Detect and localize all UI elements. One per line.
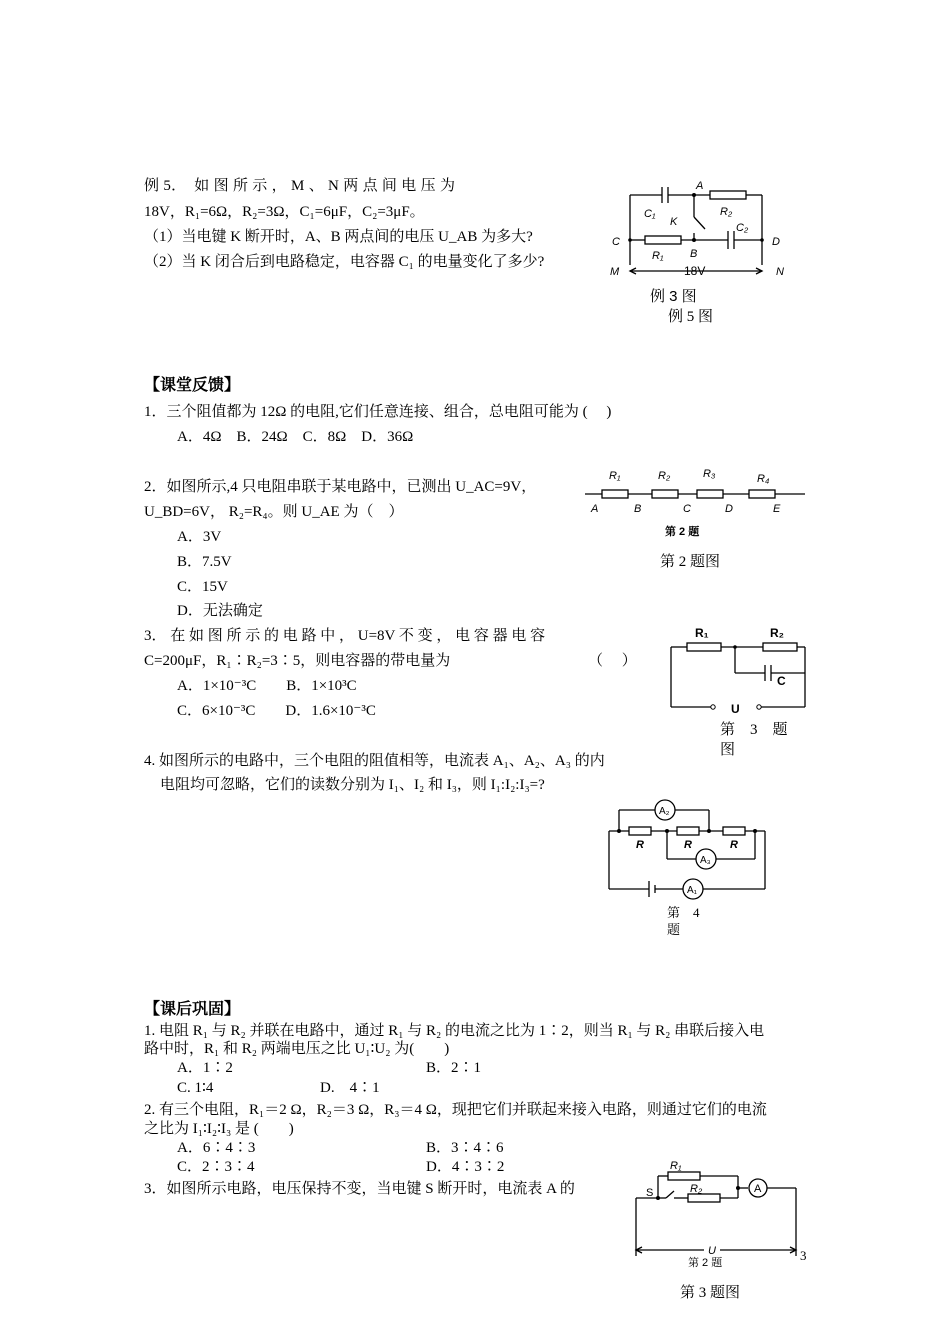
label-C: C xyxy=(612,236,620,248)
label-R2: R₂ xyxy=(770,626,784,640)
q3-fig-caption-1: 第 3 题 xyxy=(720,722,788,738)
label-A1: A₁ xyxy=(687,885,698,896)
homework-q2-option-b: B．3∶4∶6 xyxy=(426,1140,504,1156)
feedback-q3-bracket: （ ） xyxy=(588,653,637,669)
homework-q1-stem2: 路中时，R₁ 和 R₂ 两端电压之比 U₁∶U₂ 为( ) xyxy=(144,1041,450,1057)
label-D: D xyxy=(725,503,733,515)
label-C: C xyxy=(777,674,786,688)
feedback-q2-stem1: 2．如图所示,4 只电阻串联于某电路中，已测出 U_AC=9V， xyxy=(144,479,537,495)
label-A: A xyxy=(696,180,704,192)
feedback-q2-stem2: U_BD=6V， R₂=R₄。则 U_AE 为（ ） xyxy=(144,504,404,520)
label-S: S xyxy=(646,1187,654,1199)
label-R: R xyxy=(730,839,738,851)
label-C2: C₂ xyxy=(736,222,749,234)
label-A: A xyxy=(591,503,599,515)
label-R2: R₂ xyxy=(720,206,733,218)
label-U: U xyxy=(731,702,740,716)
label-A2: A₂ xyxy=(659,806,670,817)
example5-line1: 例 5． 如 图 所 示 ， M 、 N 两 点 间 电 压 为 xyxy=(144,178,456,194)
example5-line2: 18V，R₁=6Ω，R₂=3Ω，C₁=6μF，C₂=3μF。 xyxy=(144,204,425,220)
feedback-q2-option-b: B．7.5V xyxy=(177,554,232,570)
feedback-q1-stem: 1．三个阻值都为 12Ω 的电阻,它们任意连接、组合，总电阻可能为 ( ) xyxy=(144,404,612,420)
label-R2: R₂ xyxy=(658,470,671,482)
hw-q3-circuit-diagram xyxy=(628,1158,818,1268)
hw-q3-fig-label: 第 2 题 xyxy=(688,1257,723,1269)
homework-q1-option-c: C. 1∶4 xyxy=(177,1080,214,1096)
label-N: N xyxy=(776,266,784,278)
homework-q2-stem1: 2. 有三个电阻，R₁＝2 Ω，R₂＝3 Ω，R₃＝4 Ω，现把它们并联起来接入电路，则通过它们的电流 xyxy=(144,1102,767,1118)
homework-q3-stem1: 3．如图所示电路，电压保持不变，当电键 S 断开时，电流表 A 的 xyxy=(144,1181,575,1197)
feedback-q2-option-a: A．3V xyxy=(177,529,222,545)
homework-q2-option-c: C．2∶3∶4 xyxy=(177,1159,255,1175)
feedback-q2-option-c: C．15V xyxy=(177,579,228,595)
homework-q1-stem1: 1. 电阻 R₁ 与 R₂ 并联在电路中，通过 R₁ 与 R₂ 的电流之比为 1∶2，则当 R₁ 与 R₂ 串联后接入电 xyxy=(144,1023,765,1039)
label-R1: R₁ xyxy=(695,626,709,640)
q4-fig-caption-1: 第 4 xyxy=(667,905,700,920)
label-R2: R₂ xyxy=(690,1183,703,1195)
homework-q2-option-a: A．6∶4∶3 xyxy=(177,1140,256,1156)
label-E: E xyxy=(773,503,781,515)
example5-fig-caption: 例 5 图 xyxy=(668,309,714,325)
label-C: C xyxy=(683,503,691,515)
q4-fig-caption-2: 题 xyxy=(667,922,681,937)
label-R1: R₁ xyxy=(609,470,621,482)
label-U: U xyxy=(708,1245,716,1257)
label-K: K xyxy=(670,216,678,228)
label-R: R xyxy=(636,839,644,851)
feedback-q1-options: A．4Ω B．24Ω C．8Ω D．36Ω xyxy=(177,429,414,445)
example5-line4: （2）当 K 闭合后到电路稳定，电容器 C₁ 的电量变化了多少? xyxy=(144,254,545,270)
feedback-q3-stem1: 3． 在 如 图 所 示 的 电 路 中 ， U=8V 不 变 ， 电 容 器 电 容 xyxy=(144,628,546,644)
q2-series-resistor-diagram xyxy=(585,465,810,538)
label-R: R xyxy=(684,839,692,851)
label-A: A xyxy=(754,1183,762,1195)
label-R4: R₄ xyxy=(757,473,770,485)
label-R1: R₁ xyxy=(670,1160,682,1172)
feedback-q4-stem2: 电阻均可忽略，它们的读数分别为 I₁、I₂ 和 I₃，则 I₁:I₂:I₃=? xyxy=(160,777,545,793)
label-A3: A₃ xyxy=(700,855,711,866)
hw-q3-side-number: 3 xyxy=(800,1248,807,1263)
feedback-q4-stem1: 4. 如图所示的电路中，三个电阻的阻值相等，电流表 A₁、A₂、A₃ 的内 xyxy=(144,753,605,769)
label-voltage: 18V xyxy=(684,264,706,278)
example5-circuit-diagram xyxy=(600,175,800,285)
homework-q1-option-d: D. 4∶1 xyxy=(320,1080,380,1096)
label-B: B xyxy=(690,248,698,260)
feedback-q3-options-cd: C．6×10⁻³C D．1.6×10⁻³C xyxy=(177,703,376,719)
label-B: B xyxy=(634,503,642,515)
homework-heading: 【课后巩固】 xyxy=(144,1001,241,1018)
label-C1: C₁ xyxy=(644,208,656,220)
q3-fig-caption-2: 图 xyxy=(720,742,736,758)
feedback-q2-option-d: D．无法确定 xyxy=(177,603,263,619)
example5-line3: （1）当电键 K 断开时，A、B 两点间的电压 U_AB 为多大? xyxy=(144,229,533,245)
example3-fig-caption: 例 3 图 xyxy=(650,288,697,305)
homework-q2-option-d: D．4∶3∶2 xyxy=(426,1159,505,1175)
homework-q1-option-b: B．2∶1 xyxy=(426,1060,482,1076)
hw-q3-fig-caption: 第 3 题图 xyxy=(680,1285,741,1301)
label-D: D xyxy=(772,236,780,248)
q4-ammeter-diagram xyxy=(605,795,770,895)
label-R3: R₃ xyxy=(703,468,716,480)
q2-fig-caption: 第 2 题图 xyxy=(660,554,721,570)
q2-fig-label: 第 2 题 xyxy=(665,526,700,538)
q3-capacitor-diagram xyxy=(665,625,810,715)
feedback-q3-stem2: C=200μF，R₁∶R₂=3∶5，则电容器的带电量为 xyxy=(144,653,451,669)
label-M: M xyxy=(610,266,620,278)
homework-q2-stem2: 之比为 I₁∶I₂∶I₃ 是 ( ) xyxy=(144,1121,294,1137)
label-R1: R₁ xyxy=(652,250,664,262)
homework-q1-option-a: A．1∶2 xyxy=(177,1060,233,1076)
feedback-heading: 【课堂反馈】 xyxy=(144,377,241,394)
feedback-q3-options-ab: A．1×10⁻³C B．1×10³C xyxy=(177,678,357,694)
